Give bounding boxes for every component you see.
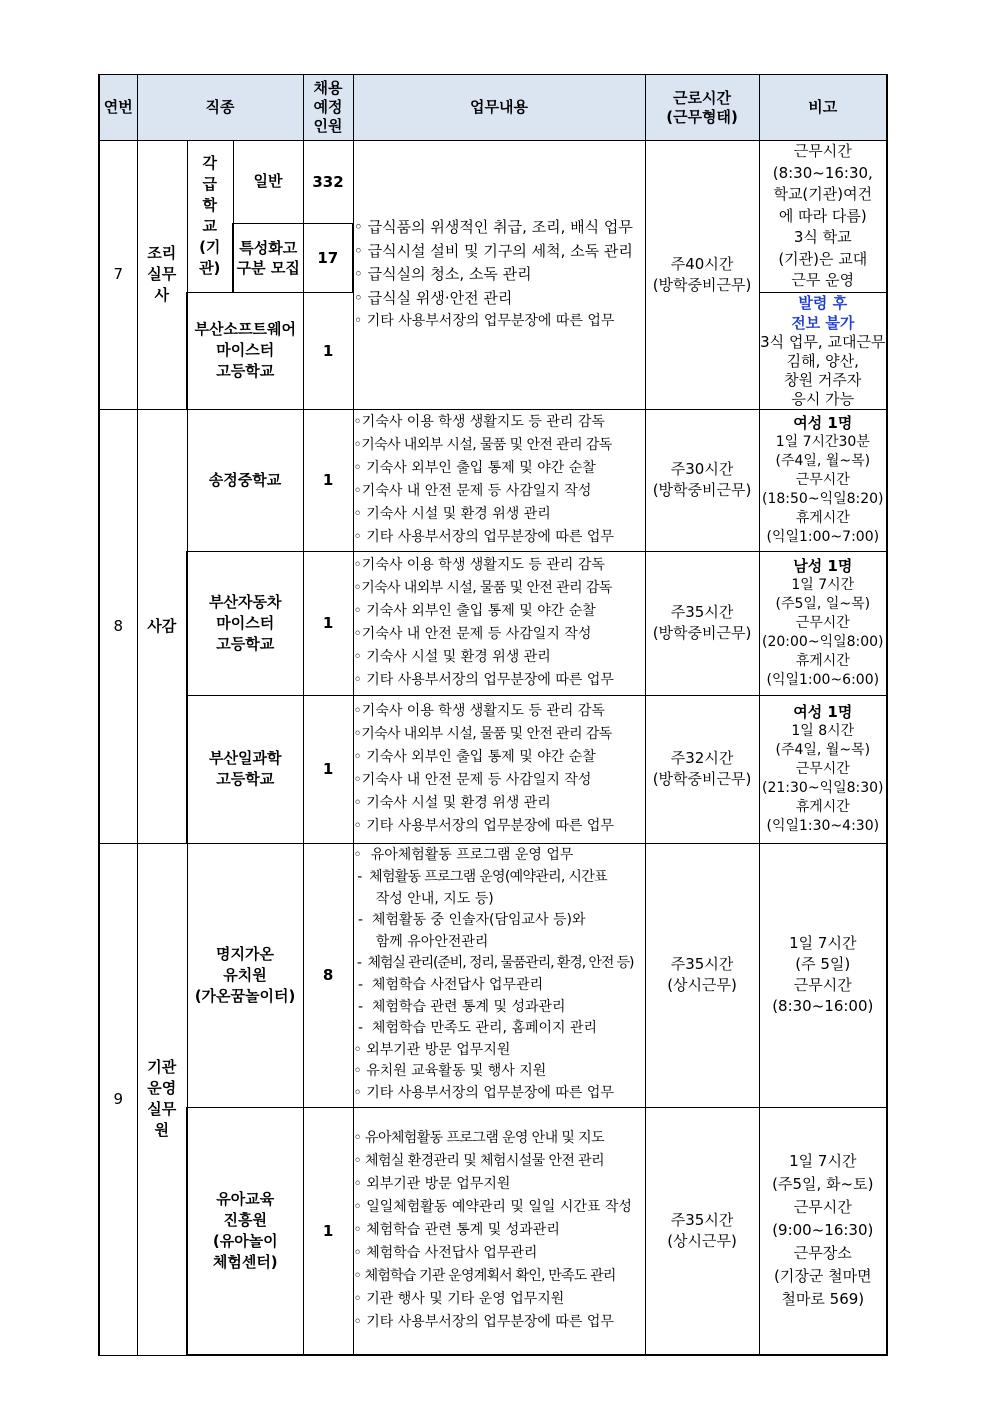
duty-item: ◦ 기타 사용부서장의 업무분장에 따른 업무 <box>353 1084 614 1101</box>
job-title: 기관 운영 실무 원 <box>137 843 187 1355</box>
count-general: 332 <box>303 141 353 224</box>
duty-item: ◦기숙사 내외부 시설, 물품 및 안전 관리 감독 <box>353 726 612 742</box>
work-hours: 주35시간 (상시근무) <box>645 843 759 1107</box>
duty-item: ◦ 유아체험활동 프로그램 운영 안내 및 지도 <box>353 1130 604 1147</box>
duty-item: ◦ 일일체험활동 예약관리 및 일일 시간표 작성 <box>353 1199 632 1216</box>
duty-item: ◦기숙사 내 안전 문제 등 사감일지 작성 <box>353 483 592 499</box>
duty-item: ◦ 기타 사용부서장의 업무분장에 따른 업무 <box>353 672 614 688</box>
header-note: 비고 <box>759 75 887 141</box>
work-hours: 주40시간 (방학중비근무) <box>645 141 759 410</box>
duty-item: ◦ 급식품의 위생적인 취급, 조리, 배식 업무 <box>354 218 633 236</box>
duty-item: ◦ 체험학습 사전답사 업무관리 <box>353 1245 538 1262</box>
gender-requirement: 여성 1명 <box>793 414 853 432</box>
gender-requirement: 여성 1명 <box>793 703 853 721</box>
duty-item: ◦ 급식실 위생·안전 관리 <box>354 288 513 307</box>
school-name: 부산소프트웨어 마이스터 고등학교 <box>187 292 303 409</box>
duty-item: ◦ 유아체험활동 프로그램 운영 업무 <box>353 847 574 864</box>
header-hours: 근로시간 (근무형태) <box>645 75 759 141</box>
work-hours: 주35시간 (상시근무) <box>645 1107 759 1355</box>
duty-item: ◦ 체험학습 관련 통계 및 성과관리 <box>353 1222 560 1239</box>
duty-item: 작성 안내, 지도 등) <box>353 890 494 907</box>
header-no: 연번 <box>99 75 137 141</box>
duty-item: ◦기숙사 이용 학생 생활지도 등 관리 감독 <box>353 703 605 719</box>
header-job: 직종 <box>137 75 303 141</box>
duty-item: ◦ 기관 행사 및 기타 운영 업무지원 <box>353 1291 565 1308</box>
duty-list <box>353 141 645 410</box>
duty-item: ◦기숙사 이용 학생 생활지도 등 관리 감독 <box>353 414 605 430</box>
duty-item: ◦ 기숙사 시설 및 환경 위생 관리 <box>353 506 551 522</box>
work-hours: 주30시간 (방학중비근무) <box>645 409 759 551</box>
school-name: 부산자동차 마이스터 고등학교 <box>187 551 303 695</box>
duty-item: ◦ 기숙사 외부인 출입 통제 및 야간 순찰 <box>353 603 596 619</box>
header-count: 채용 예정 인원 <box>303 75 353 141</box>
duty-item: 함께 유아안전관리 <box>353 933 489 950</box>
duty-list <box>353 551 645 695</box>
duty-item: ◦기숙사 내외부 시설, 물품 및 안전 관리 감독 <box>353 437 612 453</box>
duty-list <box>353 409 645 551</box>
work-hours: 주32시간 (방학중비근무) <box>645 695 759 843</box>
note-extra <box>759 292 887 409</box>
note <box>759 695 887 843</box>
count: 1 <box>303 695 353 843</box>
note <box>759 409 887 551</box>
note <box>759 551 887 695</box>
note-detail: 1일 7시간30분 (주4일, 월~목) 근무시간 (18:50~익일8:20) 휴게시간 (익일1:00~7:00) <box>762 434 884 545</box>
duty-item: ◦ 기타 사용부서장의 업무분장에 따른 업무 <box>354 313 615 329</box>
duty-item: ◦ 기숙사 외부인 출입 통제 및 야간 순찰 <box>353 749 596 765</box>
note: 근무시간 (8:30~16:30, 학교(기관)여건 에 따라 다름) 3식 학교 (기관)은 교대 근무 운영 <box>759 141 887 293</box>
sub-category-special: 특성화고 구분 모집 <box>233 223 303 292</box>
count: 8 <box>303 843 353 1107</box>
gender-requirement: 남성 1명 <box>793 557 853 575</box>
job-title: 조리 실무 사 <box>137 141 187 410</box>
duty-item: ◦ 체험실 환경관리 및 체험시설물 안전 관리 <box>353 1153 604 1170</box>
duty-item: - 체험학습 만족도 관리, 홈페이지 관리 <box>353 1020 598 1037</box>
duty-item: ◦ 기타 사용부서장의 업무분장에 따른 업무 <box>353 818 614 834</box>
duty-item: - 체험활동 중 인솔자(담임교사 등)와 <box>353 912 586 929</box>
duty-item: ◦ 기타 사용부서장의 업무분장에 따른 업무 <box>353 529 614 545</box>
duty-item: ◦ 기숙사 외부인 출입 통제 및 야간 순찰 <box>353 460 596 476</box>
school-name: 명지가온 유치원 (가온꿈놀이터) <box>187 843 303 1107</box>
duty-item: ◦기숙사 이용 학생 생활지도 등 관리 감독 <box>353 557 605 573</box>
school-name: 부산일과학 고등학교 <box>187 695 303 843</box>
duty-item: - 체험학습 사전답사 업무관리 <box>353 977 544 993</box>
note-detail: 3식 업무, 교대근무 김해, 양산, 창원 거주자 응시 가능 <box>760 332 886 408</box>
duty-item: ◦ 기숙사 시설 및 환경 위생 관리 <box>353 649 551 665</box>
work-hours: 주35시간 (방학중비근무) <box>645 551 759 695</box>
duty-item: ◦ 유치원 교육활동 및 행사 지원 <box>353 1063 547 1080</box>
school-name: 유아교육 진흥원 (유아놀이 체험센터) <box>187 1107 303 1355</box>
row-number: 9 <box>99 843 137 1355</box>
note-detail: 1일 8시간 (주4일, 월~목) 근무시간 (21:30~익일8:30) 휴게시간 (익일1:30~4:30) <box>762 723 884 834</box>
duty-item: ◦ 급식시설 설비 및 기구의 세척, 소독 관리 <box>354 241 633 260</box>
duty-item: ◦ 기타 사용부서장의 업무분장에 따른 업무 <box>353 1314 614 1331</box>
duty-item: ◦ 외부기관 방문 업무지원 <box>353 1041 511 1058</box>
count: 1 <box>303 292 353 409</box>
duty-item: ◦기숙사 내 안전 문제 등 사감일지 작성 <box>353 772 592 788</box>
sub-category-general: 일반 <box>233 141 303 224</box>
duty-item: ◦ 급식실의 청소, 소독 관리 <box>354 265 532 283</box>
note: 1일 7시간 (주5일, 화~토) 근무시간 (9:00~16:30) 근무장소 (기장군 철마면 철마로 569) <box>759 1107 887 1355</box>
header-duty: 업무내용 <box>353 75 645 141</box>
transfer-restriction: 발령 후 전보 불가 <box>791 293 855 332</box>
duty-list <box>353 1107 645 1355</box>
count: 1 <box>303 1107 353 1355</box>
duty-item: - 체험실 관리(준비, 정리, 물품관리, 환경, 안전 등) <box>353 955 634 972</box>
school-group: 각 급 학 교 (기 관) <box>187 141 233 293</box>
row-number: 7 <box>99 141 137 410</box>
duty-item: ◦ 기숙사 시설 및 환경 위생 관리 <box>353 795 551 811</box>
duty-item: - 체험학습 관련 통계 및 성과관리 <box>353 998 566 1015</box>
duty-item: ◦기숙사 내외부 시설, 물품 및 안전 관리 감독 <box>353 580 612 596</box>
note-detail: 1일 7시간 (주5일, 일~목) 근무시간 (20:00~익일8:00) 휴게시간 (익일1:00~6:00) <box>762 577 884 688</box>
duty-item: ◦ 외부기관 방문 업무지원 <box>353 1176 511 1193</box>
row-number: 8 <box>99 409 137 843</box>
duty-item: ◦기숙사 내 안전 문제 등 사감일지 작성 <box>353 626 592 642</box>
count: 1 <box>303 551 353 695</box>
duty-item: - 체험활동 프로그램 운영(예약관리, 시간표 <box>353 869 607 886</box>
count-special: 17 <box>303 223 353 292</box>
count: 1 <box>303 409 353 551</box>
duty-item: ◦ 체험학습 기관 운영계획서 확인, 만족도 관리 <box>353 1268 616 1285</box>
school-name: 송정중학교 <box>187 409 303 551</box>
job-title: 사감 <box>137 409 187 843</box>
duty-list <box>353 695 645 843</box>
duty-list <box>353 843 645 1107</box>
recruitment-table <box>98 74 888 1356</box>
note: 1일 7시간 (주 5일) 근무시간 (8:30~16:00) <box>759 843 887 1107</box>
